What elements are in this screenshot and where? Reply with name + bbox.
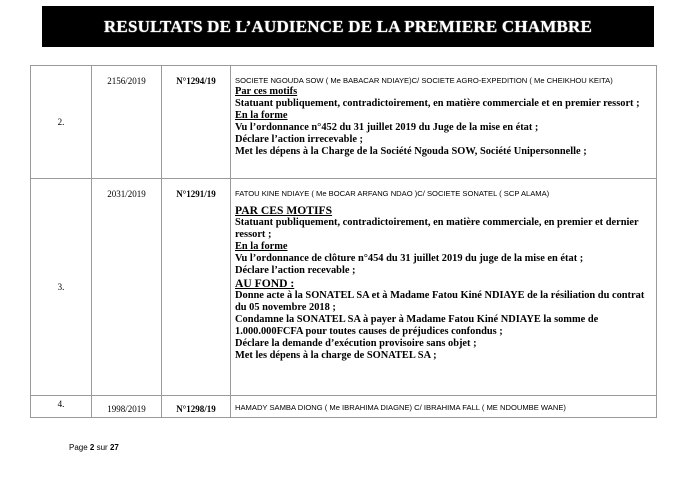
case-number: 2. bbox=[31, 66, 92, 179]
case-details bbox=[231, 66, 657, 179]
results-table bbox=[30, 65, 657, 418]
page-word: Page bbox=[69, 443, 88, 452]
decision-line: ressort ; bbox=[235, 229, 272, 240]
case-reference: 2031/2019 bbox=[92, 179, 162, 396]
section-heading: En la forme bbox=[235, 110, 288, 121]
decision-line: Statuant publiquement, contradictoirement, en matière commerciale, en premier et dernier bbox=[235, 217, 639, 228]
decision-line: Déclare l’action recevable ; bbox=[235, 265, 356, 276]
table-row bbox=[31, 179, 657, 396]
case-parties: FATOU KINE NDIAYE ( Me BOCAR ARFANG NDAO )C/ SOCIETE SONATEL ( SCP ALAMA) bbox=[235, 189, 550, 198]
decision-line: Donne acte à la SONATEL SA et à Madame Fatou Kiné NDIAYE de la résiliation du contrat bbox=[235, 290, 645, 301]
page-title: RESULTATS DE L’AUDIENCE DE LA PREMIERE CHAMBRE bbox=[103, 16, 593, 36]
section-heading: En la forme bbox=[235, 241, 288, 252]
decision-line: Statuant publiquement, contradictoirement, en matière commerciale et en premier ressort ; bbox=[235, 98, 640, 109]
decision-line: Met les dépens à la charge de SONATEL SA ; bbox=[235, 350, 437, 361]
section-heading: AU FOND : bbox=[235, 277, 295, 290]
page-footer bbox=[69, 443, 119, 452]
page-number: 2 bbox=[89, 443, 95, 452]
case-number: 3. bbox=[31, 179, 92, 396]
table-row bbox=[31, 66, 657, 179]
table-row bbox=[31, 396, 657, 418]
case-number: 4. bbox=[31, 396, 92, 418]
of-word: sur bbox=[96, 443, 108, 452]
case-reference: 1998/2019 bbox=[92, 396, 162, 418]
case-reference: 2156/2019 bbox=[92, 66, 162, 179]
case-parties: SOCIETE NGOUDA SOW ( Me BABACAR NDIAYE)C/ SOCIETE AGRO-EXPEDITION ( Me CHEIKHOU KEITA) bbox=[235, 76, 613, 85]
judgment-number: N°1298/19 bbox=[162, 396, 231, 418]
decision-line: Met les dépens à la Charge de la Société Ngouda SOW, Société Unipersonnelle ; bbox=[235, 146, 587, 157]
case-parties: HAMADY SAMBA DIONG ( Me IBRAHIMA DIAGNE) C/ IBRAHIMA FALL ( ME NDOUMBE WANE) bbox=[235, 403, 566, 412]
decision-line: 1.000.000FCFA pour toutes causes de préjudices confondus ; bbox=[235, 326, 503, 337]
page-title-banner bbox=[42, 6, 654, 47]
decision-line: Déclare l’action irrecevable ; bbox=[235, 134, 364, 145]
decision-line: Déclare la demande d’exécution provisoire sans objet ; bbox=[235, 338, 477, 349]
page-total: 27 bbox=[109, 443, 119, 452]
judgment-number: N°1291/19 bbox=[162, 179, 231, 396]
decision-line: du 05 novembre 2018 ; bbox=[235, 302, 336, 313]
decision-line: Condamne la SONATEL SA à payer à Madame Fatou Kiné NDIAYE la somme de bbox=[235, 314, 599, 325]
section-heading: Par ces motifs bbox=[235, 86, 298, 97]
decision-line: Vu l’ordonnance n°452 du 31 juillet 2019 du Juge de la mise en état ; bbox=[235, 122, 539, 133]
decision-line: Vu l’ordonnance de clôture n°454 du 31 juillet 2019 du juge de la mise en état ; bbox=[235, 253, 584, 264]
section-heading: PAR CES MOTIFS bbox=[235, 204, 333, 217]
case-details bbox=[231, 396, 657, 418]
judgment-number: N°1294/19 bbox=[162, 66, 231, 179]
case-details bbox=[231, 179, 657, 396]
